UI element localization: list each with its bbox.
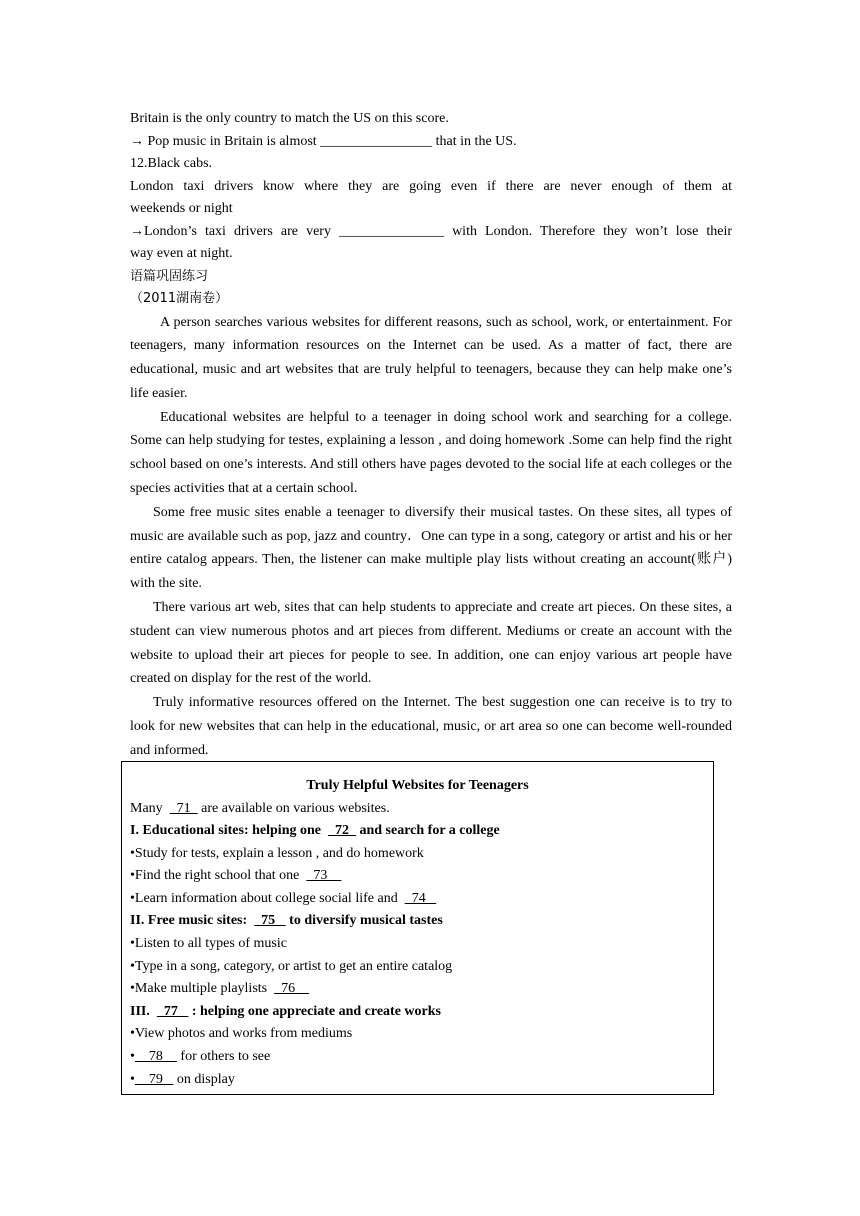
table-heading: I. Educational sites: helping one 72 and search for a college bbox=[130, 823, 500, 839]
blank-79: 79 bbox=[134, 1071, 174, 1087]
text-line: Britain is the only country to match the US on this score. bbox=[130, 111, 449, 126]
table-line: •View photos and works from mediums bbox=[130, 1026, 353, 1042]
table-line: •Listen to all types of music bbox=[130, 936, 287, 952]
paragraph: There various art web, sites that can help students to appreciate and create art pieces. On these sites, a student can view numerous photos and art pieces from different. Mediums or create an account with the website to upload their art pieces for people to see. In addition, one can enjoy various art people have created on display for the rest of the world. bbox=[130, 600, 732, 687]
paragraph: A person searches various websites for different reasons, such as school, work, or entertainment. For teenagers, many information resources on the Internet can be used. As a matter of fact, there are educational, music and art websites that are truly helpful to teenagers, because they can help make one’s life easier. bbox=[130, 314, 732, 401]
blank-75: 75 bbox=[254, 913, 286, 929]
rewrite-line: → Pop music in Britain is almost ________________ that in the US. bbox=[130, 133, 517, 149]
table-title: Truly Helpful Websites for Teenagers bbox=[306, 778, 529, 793]
table-heading: II. Free music sites: 75 to diversify musical tastes bbox=[130, 913, 443, 929]
blank-76: 76 bbox=[274, 981, 310, 997]
table-line: •Study for tests, explain a lesson , and do homework bbox=[130, 845, 424, 861]
table-heading: III. 77 : helping one appreciate and create works bbox=[130, 1003, 441, 1019]
table-line: •Make multiple playlists 76 bbox=[130, 981, 310, 997]
blank-74: 74 bbox=[404, 890, 437, 906]
text-line: weekends or night bbox=[130, 201, 233, 216]
paragraph: Truly informative resources offered on the Internet. The best suggestion one can receive is to try to look for new websites that can help in the educational, music, or art area so one can become well-rounded and informed. bbox=[130, 695, 732, 758]
table-line: Many 71 are available on various websites. bbox=[130, 800, 390, 816]
blank-71: 71 bbox=[169, 800, 198, 816]
table-line: •Type in a song, category, or artist to get an entire catalog bbox=[130, 958, 453, 974]
blank-73: 73 bbox=[306, 868, 342, 884]
table-line: •Find the right school that one 73 bbox=[130, 868, 342, 884]
document-body bbox=[130, 108, 732, 763]
blank-72: 72 bbox=[327, 823, 356, 839]
paragraph: Educational websites are helpful to a teenager in doing school work and searching for a college. Some can help studying for testes, explaining a lesson , and doing homework .Some can help find the right school based on one’s interests. And still others have pages devoted to the social life at each colleges or the species activities that at a certain school. bbox=[130, 409, 732, 497]
blank-77: 77 bbox=[156, 1003, 189, 1019]
table-line: • 79 on display bbox=[130, 1071, 235, 1087]
rewrite-line: →London’s taxi drivers are very _______________ with London. Therefore they won’t lose their bbox=[130, 223, 732, 239]
section-title: 语篇巩固练习 bbox=[130, 268, 209, 284]
table-line: • 78 for others to see bbox=[130, 1049, 271, 1065]
blank-78: 78 bbox=[134, 1049, 177, 1065]
text-line: London taxi drivers know where they are going even if there are never enough of them at bbox=[130, 178, 732, 194]
paragraph: Some free music sites enable a teenager to diversify their musical tastes. On these sites, all types of music are available such as pop, jazz and country．One can type in a song, category or artist and his or her entire catalog appears. Then, the listener can make multiple play lists without creating an account(账户) with the site. bbox=[130, 504, 732, 592]
source-label: （2011湖南卷） bbox=[130, 291, 229, 306]
text-line: way even at night. bbox=[130, 246, 233, 261]
summary-table bbox=[121, 761, 714, 1095]
table-line: •Learn information about college social life and 74 bbox=[130, 890, 437, 906]
item-heading: 12.Black cabs. bbox=[130, 156, 213, 171]
